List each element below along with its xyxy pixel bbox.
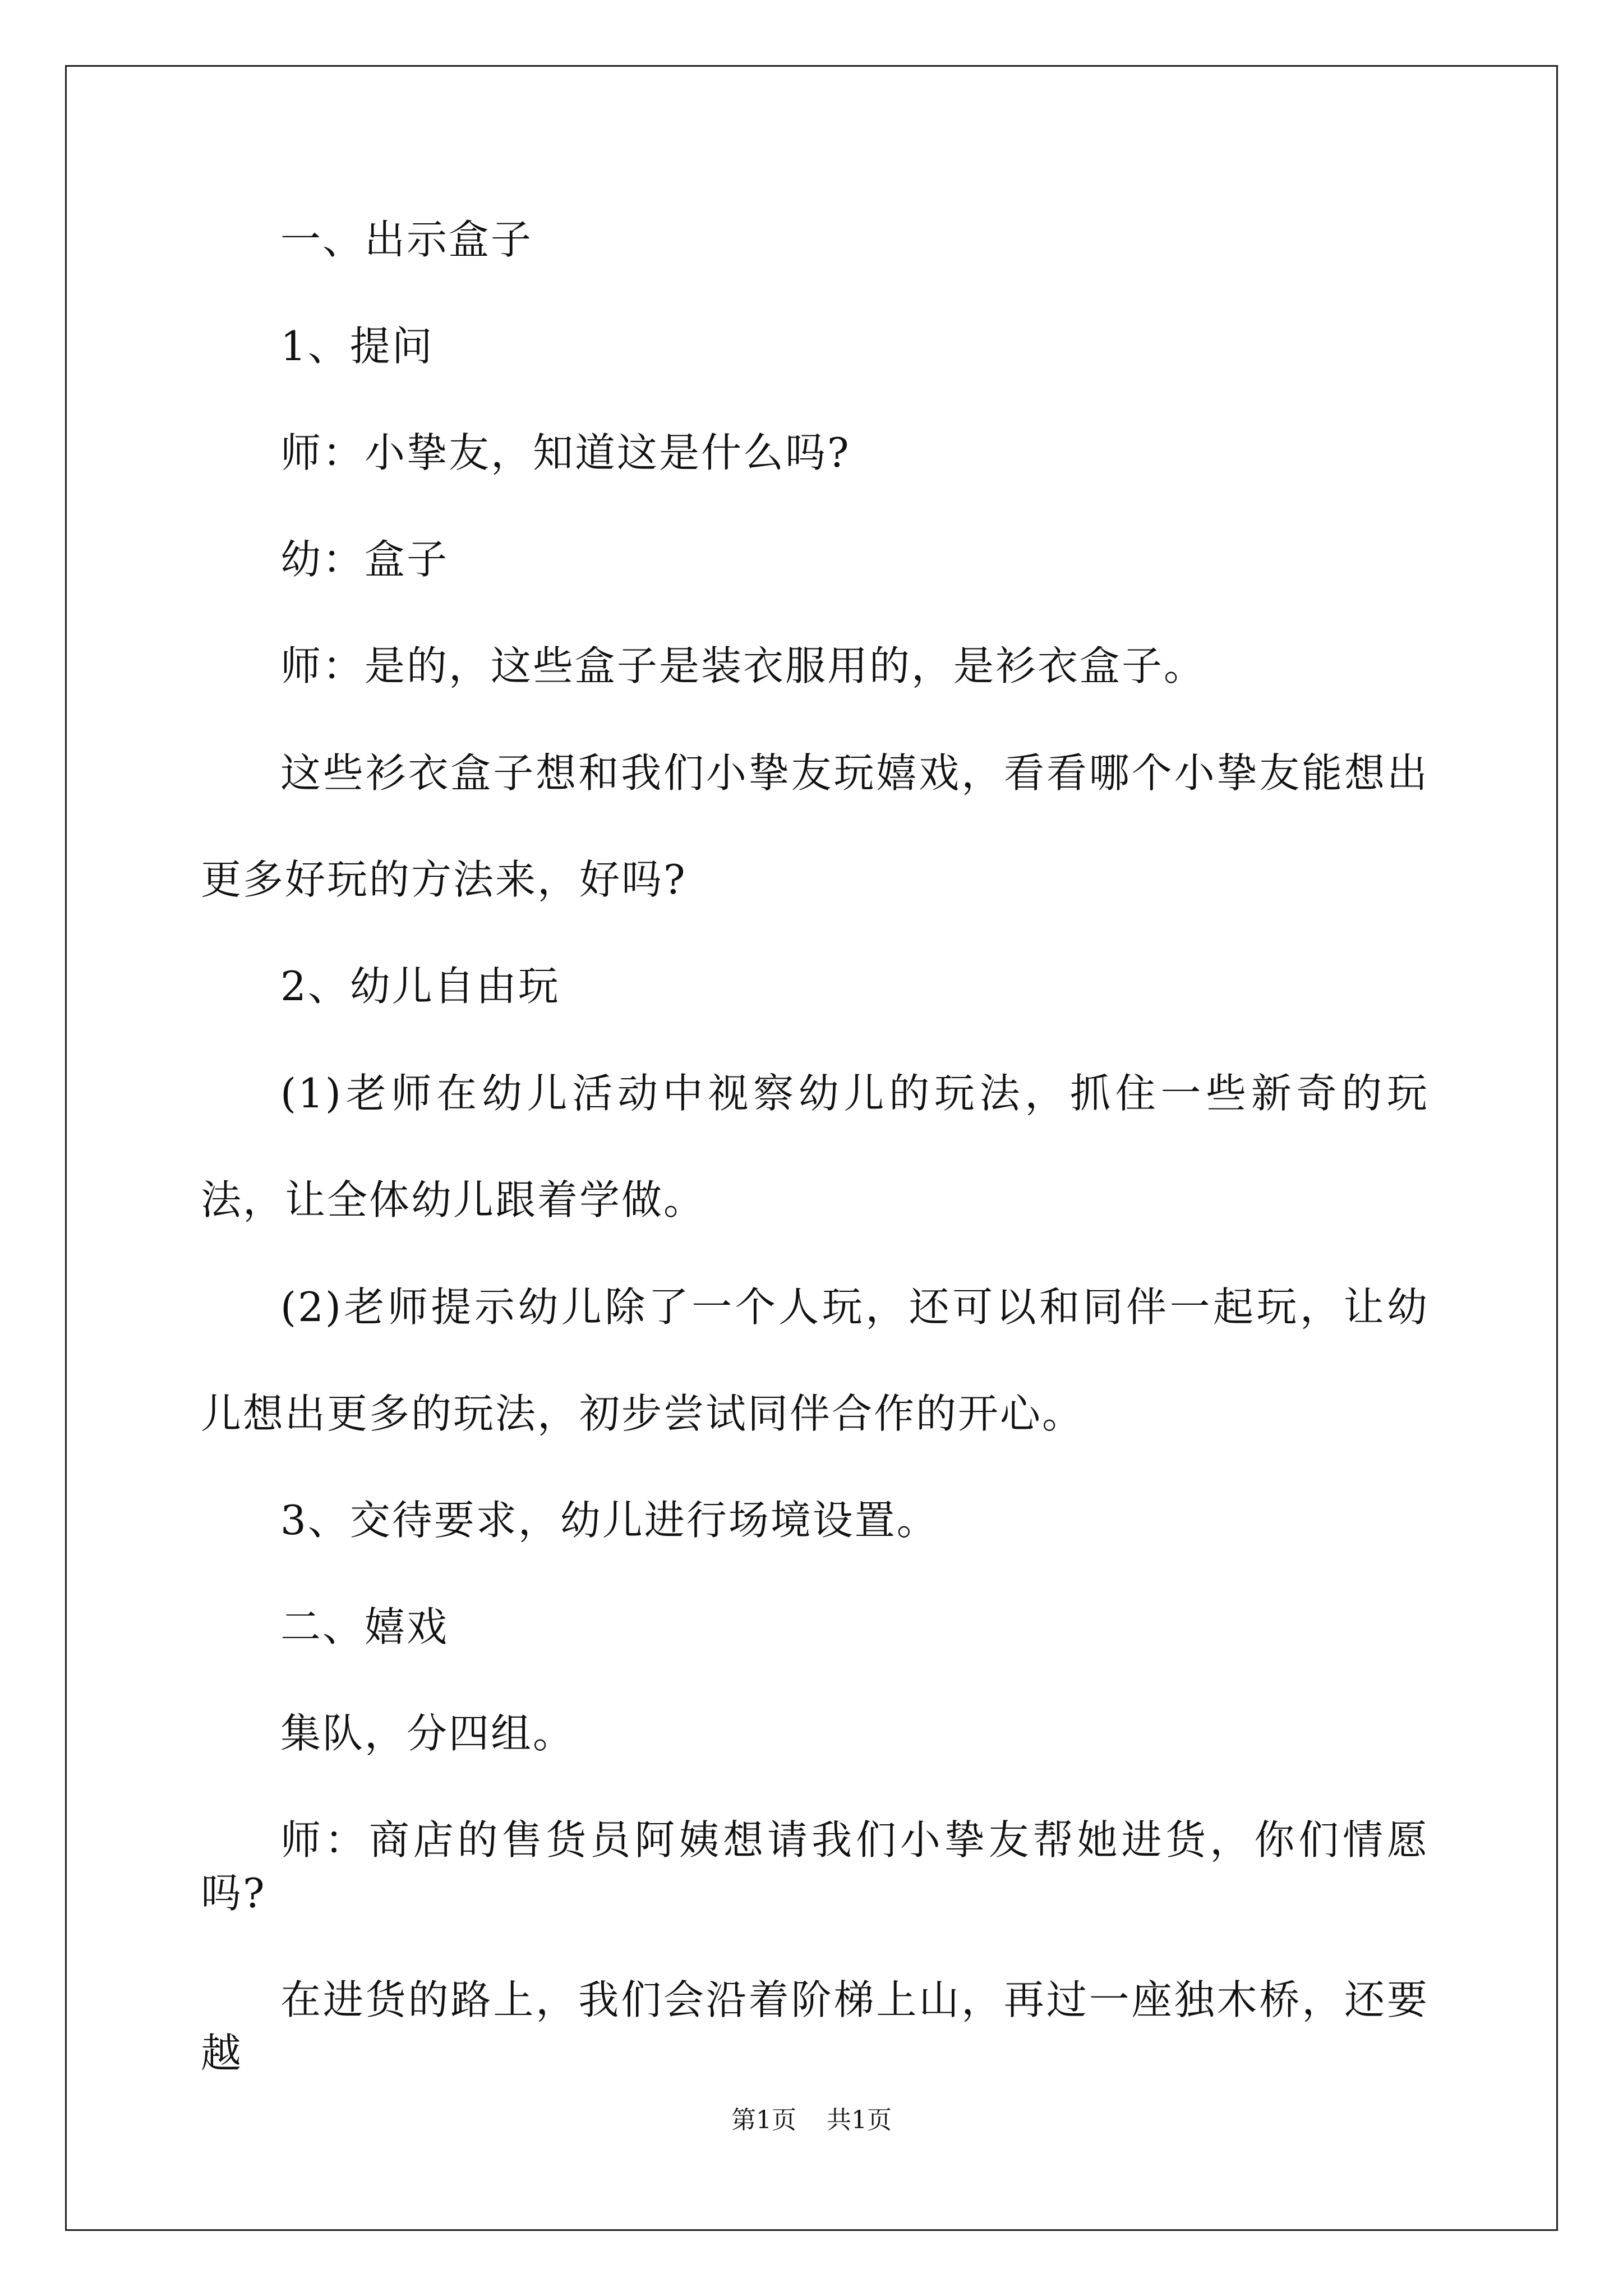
paragraph: (1)老师在幼儿活动中视察幼儿的玩法，抓住一些新奇的玩法，让全体幼儿跟着学做。 [201,1070,1429,1223]
page-number-current: 第1页 [731,2106,796,2134]
paragraph: (2)老师提示幼儿除了一个人玩，还可以和同伴一起玩，让幼儿想出更多的玩法，初步尝试同伴合作的开心。 [201,1283,1429,1437]
paragraph: 1、提问 [280,323,434,370]
paragraph: 集队，分四组。 [280,1710,575,1757]
paragraph: 在进货的路上，我们会沿着阶梯上山，再过一座独木桥，还要越 [201,1976,1429,2077]
paragraph: 幼：盒子 [280,536,449,583]
paragraph: 一、出示盒子 [280,216,533,263]
paragraph: 这些衫衣盒子想和我们小挚友玩嬉戏，看看哪个小挚友能想出更多好玩的方法来，好吗? [201,749,1429,903]
paragraph: 3、交待要求，幼儿进行场境设置。 [280,1497,939,1544]
paragraph: 师：是的，这些盒子是装衣服用的，是衫衣盒子。 [280,642,1206,689]
paragraph: 2、幼儿自由玩 [280,963,560,1010]
page-number-total: 共1页 [827,2106,892,2134]
paragraph: 师：小挚友，知道这是什么吗? [280,429,851,476]
paragraph: 师：商店的售货员阿姨想请我们小挚友帮她进货，你们情愿吗? [201,1816,1429,1917]
paragraph: 二、嬉戏 [280,1603,449,1650]
document-body [201,213,1429,2133]
page-footer [0,2104,1623,2137]
